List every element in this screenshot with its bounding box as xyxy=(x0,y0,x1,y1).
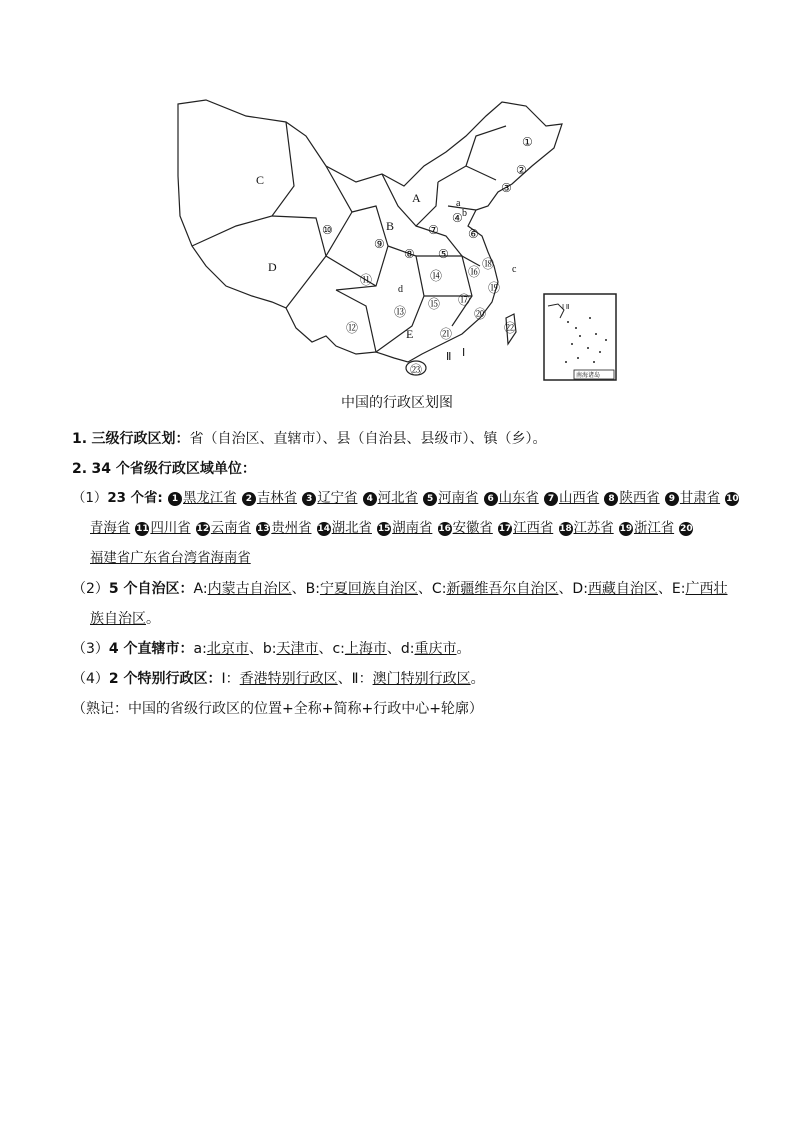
south-china-sea-inset xyxy=(544,294,616,380)
sar-title: 2 个特别行政区： xyxy=(108,671,222,687)
municipality-a: 北京市 xyxy=(206,641,249,657)
autonomous-B: 宁夏回族自治区 xyxy=(319,581,418,597)
provinces-line-2 xyxy=(72,514,732,544)
province-4: 河北省 xyxy=(377,491,418,506)
map-num-19: ⑲ xyxy=(488,281,501,295)
province-1: 黑龙江省 xyxy=(183,491,237,506)
municipality-b: 天津市 xyxy=(276,641,319,657)
province-15: 湖南省 xyxy=(392,521,433,536)
item-1-title: 三级行政区划： xyxy=(91,431,190,447)
map-num-7: ⑦ xyxy=(428,223,439,237)
province-13: 贵州省 xyxy=(271,521,312,536)
autonomous-E-1: 广西壮 xyxy=(685,581,728,597)
map-num-20: ⑳ xyxy=(474,307,487,321)
province-14: 湖北省 xyxy=(331,521,372,536)
province-10: 青海省 xyxy=(90,521,131,536)
provinces-prefix: （1） xyxy=(72,491,108,506)
map-num-13: ⑬ xyxy=(394,305,407,319)
province-num-4: 4 xyxy=(363,492,377,506)
province-num-1: 1 xyxy=(168,492,182,506)
china-administrative-map xyxy=(176,96,620,382)
map-label-d: d xyxy=(398,284,403,295)
map-label-B: B xyxy=(386,219,395,233)
map-num-11: ⑪ xyxy=(360,273,373,287)
map-caption: 中国的行政区划图 xyxy=(341,395,453,411)
map-label-II: Ⅱ xyxy=(446,351,452,363)
municipalities-title: 4 个直辖市： xyxy=(108,641,194,657)
map-num-3: ③ xyxy=(501,181,512,195)
map-num-5: ⑤ xyxy=(438,247,449,261)
province-num-2: 2 xyxy=(242,492,256,506)
map-num-2: ② xyxy=(516,163,527,177)
map-label-A: A xyxy=(412,191,421,205)
map-num-18: ⑱ xyxy=(482,257,495,271)
province-12: 云南省 xyxy=(210,521,252,536)
map-label-c: c xyxy=(512,264,517,275)
autonomous-C-label: 、C: xyxy=(417,581,447,597)
provinces-line-3 xyxy=(72,544,732,574)
map-num-15: ⑮ xyxy=(428,297,441,311)
province-num-20: 20 xyxy=(680,524,693,534)
map-num-6: ⑥ xyxy=(468,227,479,241)
sar-line xyxy=(72,664,732,694)
province-num-13: 13 xyxy=(257,524,270,534)
autonomous-E-label: 、E: xyxy=(657,581,686,597)
province-7: 山西省 xyxy=(559,491,600,506)
province-num-17: 17 xyxy=(498,524,512,534)
map-num-9: ⑨ xyxy=(374,237,385,251)
province-11: 四川省 xyxy=(150,521,191,536)
item-1-text: 省（自治区、直辖市）、县（自治县、县级市）、镇（乡）。 xyxy=(189,431,547,447)
municipality-c: 上海市 xyxy=(344,641,387,657)
province-num-11: 11 xyxy=(136,524,149,534)
municipality-a-label: a: xyxy=(193,641,207,657)
inset-roman: Ⅰ Ⅱ xyxy=(562,303,570,311)
province-num-12: 12 xyxy=(196,524,210,534)
province-9: 甘肃省 xyxy=(679,491,721,506)
map-num-14: ⑭ xyxy=(430,269,443,283)
province-8: 陕西省 xyxy=(619,491,660,506)
municipalities-end: 。 xyxy=(456,641,471,657)
autonomous-line-2 xyxy=(72,604,732,634)
item-1-num: 1. xyxy=(72,431,88,447)
province-19: 浙江省 xyxy=(633,521,675,536)
province-18: 江苏省 xyxy=(573,521,614,536)
municipality-b-label: 、b: xyxy=(248,641,277,657)
map-num-23: ㉓ xyxy=(410,363,423,377)
province-2: 吉林省 xyxy=(256,491,298,506)
sar-II-label: 、Ⅱ： xyxy=(337,671,373,687)
province-num-6: 6 xyxy=(484,492,498,506)
item-2-num: 2. xyxy=(72,461,88,477)
provinces-tail: 广东省台湾省海南省 xyxy=(130,551,251,566)
province-16: 安徽省 xyxy=(452,521,493,536)
province-num-7: 7 xyxy=(544,492,558,506)
inset-label: 南海诸岛 xyxy=(576,372,601,379)
map-num-21: ㉑ xyxy=(440,327,453,341)
autonomous-B-label: 、B: xyxy=(291,581,320,597)
item-1 xyxy=(72,424,732,454)
province-num-18: 18 xyxy=(559,524,572,534)
map-num-12: ⑫ xyxy=(346,321,359,335)
province-num-19: 19 xyxy=(619,524,633,534)
municipality-d: 重庆市 xyxy=(414,641,457,657)
map-num-17: ⑰ xyxy=(458,293,471,307)
memorize-note: （熟记：中国的省级行政区的位置+全称+简称+行政中心+轮廓） xyxy=(72,701,483,717)
map-num-4: ④ xyxy=(452,211,463,225)
autonomous-end: 。 xyxy=(146,611,160,627)
map-num-16: ⑯ xyxy=(468,265,481,279)
province-num-15: 15 xyxy=(377,524,391,534)
municipality-d-label: 、d: xyxy=(386,641,415,657)
municipalities-prefix: （3） xyxy=(72,641,109,657)
province-20: 福建省 xyxy=(90,551,131,566)
autonomous-C: 新疆维吾尔自治区 xyxy=(446,581,559,597)
provinces-line-1 xyxy=(72,484,739,514)
provinces-title: 23 个省: xyxy=(107,491,163,506)
map-label-C: C xyxy=(256,173,265,187)
map-num-1: ① xyxy=(522,135,533,149)
map-num-22: ㉒ xyxy=(504,321,517,335)
province-num-8: 8 xyxy=(604,492,618,506)
sar-II: 澳门特别行政区 xyxy=(372,671,471,687)
sar-end: 。 xyxy=(470,671,485,687)
autonomous-A-label: A: xyxy=(193,581,208,597)
map-label-b: b xyxy=(462,208,467,219)
autonomous-prefix: （2） xyxy=(72,581,109,597)
map-num-10: ⑩ xyxy=(322,223,333,237)
map-label-D: D xyxy=(268,260,277,274)
autonomous-A: 内蒙古自治区 xyxy=(207,581,292,597)
map-num-8: ⑧ xyxy=(404,247,415,261)
province-num-9: 9 xyxy=(665,492,679,506)
autonomous-D: 西藏自治区 xyxy=(587,581,658,597)
autonomous-D-label: 、D: xyxy=(558,581,588,597)
autonomous-title: 5 个自治区： xyxy=(108,581,194,597)
sar-prefix: （4） xyxy=(72,671,109,687)
autonomous-E-2: 族自治区 xyxy=(90,611,146,627)
province-17: 江西省 xyxy=(513,521,554,536)
map-label-I: Ⅰ xyxy=(462,347,466,359)
municipalities-line xyxy=(72,634,732,664)
province-num-16: 16 xyxy=(438,524,451,534)
province-3: 辽宁省 xyxy=(317,491,358,506)
province-num-10: 10 xyxy=(726,494,739,504)
item-2-title: 34 个省级行政区域单位： xyxy=(91,461,256,477)
sar-I-label: Ⅰ： xyxy=(221,671,240,687)
province-6: 山东省 xyxy=(498,491,539,506)
province-num-14: 14 xyxy=(317,524,331,534)
province-5: 河南省 xyxy=(438,491,479,506)
map-label-a: a xyxy=(456,198,461,209)
province-num-3: 3 xyxy=(302,492,316,506)
autonomous-line-1 xyxy=(72,574,732,604)
municipality-c-label: 、c: xyxy=(318,641,345,657)
province-num-5: 5 xyxy=(423,492,437,506)
map-label-E: E xyxy=(406,327,414,341)
sar-I: 香港特别行政区 xyxy=(239,671,338,687)
item-2 xyxy=(72,454,732,484)
notes-content xyxy=(72,424,739,724)
